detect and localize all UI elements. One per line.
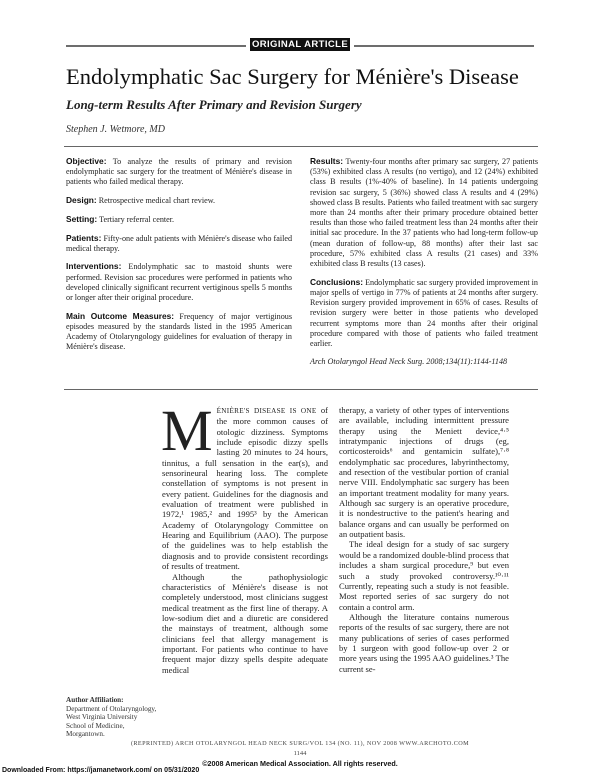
body-paragraph: Although the literature contains numerous reports of the results of sac surgery, there are not many publications of series of cases performed by 1 surgeon with good follow-up over 2 or more years using the 1995 AAO guidelines.³ The current se- (339, 611, 509, 674)
author-affiliation (66, 696, 158, 739)
drop-cap: M (161, 398, 213, 463)
body-column-1 (161, 398, 328, 675)
results-text: Twenty-four months after primary sac surgery, 27 patients (53%) exhibited class A results (no vertigo), and 12 (24%) exhibited class B results (1%-40% of baseline). In 14 patients undergoing revision sac surgery, 5 (36%) showed class A results and 4 (29%) showed class B results. Patients who failed treatment with sac surgery more than 24 months after their primary procedure obtained better results than those who failed treatment less than 24 months after their initial sac procedure. In the 37 patients who had long-term follow-up (mean duration of follow-up, 88 months) after their last sac procedure, 57% exhibited class A results (21 cases) and 33% exhibited class B results (13 cases). (310, 157, 539, 269)
abstract-setting (66, 214, 292, 225)
abstract-outcome (66, 311, 292, 353)
citation: Arch Otolaryngol Head Neck Surg. 2008;134(11):1144-1148 (310, 356, 508, 366)
article-type-label: ORIGINAL ARTICLE (251, 39, 349, 50)
article-title: Endolymphatic Sac Surgery for Ménière's Disease (66, 64, 519, 89)
author-name: Stephen J. Wetmore, MD (66, 124, 165, 135)
download-stamp: Downloaded From: https://jamanetwork.com/ on 05/31/2020 (2, 767, 200, 774)
body-paragraph: therapy, a variety of other types of interventions are available, including intermittent pressure therapy using the Meniett device,⁴·⁵ intratympanic injections of drugs (eg, corticosteroids⁶ and gentamicin sulfate),⁷·⁸ endolymphatic sac procedures, labyrinthectomy, and resection of the vestibular portion of cranial nerve VIII. Endolymphatic sac surgery has been an important treatment modality for many years. Although sac surgery is an operative procedure, it is nondestructive to the patient's hearing and balance organs and can usually be performed on an outpatient basis. (339, 405, 509, 540)
interventions-text: Endolymphatic sac to mastoid shunts were performed. Revision sac procedures were performed in patients who developed clinically significant recurrent vertiginous spells 5 months or longer after their original procedure. (66, 262, 292, 303)
conclusions-text: Endolymphatic sac surgery provided improvement in major spells of vertigo in 77% of patients at 24 months after surgery. Revision surgery provided improvement in 65% of cases. Results of revision surgery were better in those patients who developed recurrent symptoms more than 24 months after their original procedure compared with those of patients who failed treatment earlier. (310, 277, 538, 348)
copyright-notice: ©2008 American Medical Association. All rights reserved. (202, 759, 398, 768)
design-label: Design: (66, 195, 97, 206)
patients-text: Fifty-one adult patients with Ménière's disease who failed medical therapy. (66, 233, 293, 253)
conclusions-label: Conclusions: (310, 276, 364, 287)
abstract-patients (66, 233, 292, 254)
article-subtitle: Long-term Results After Primary and Revision Surgery (66, 97, 362, 112)
journal-footer: (REPRINTED) ARCH OTOLARYNGOL HEAD NECK SURG/VOL 134 (NO. 11), NOV 2008 WWW.ARCHOTO.COM (130, 740, 470, 747)
abstract-design (66, 195, 292, 206)
lead-small-caps: ÉNIÈRE'S DISEASE IS ONE (216, 407, 317, 415)
body-paragraph: The ideal design for a study of sac surgery would be a randomized double-blind process that includes a sham surgical procedure,⁹ but even such a study provoked controversy.¹⁰·¹¹ Currently, repeating such a study is not feasible. Most reported series of sac surgery do not contain a control arm. (339, 539, 509, 612)
objective-label: Objective: (66, 156, 107, 166)
interventions-label: Interventions: (66, 261, 122, 272)
abstract-results (310, 156, 538, 269)
abstract-interventions (66, 261, 292, 303)
abstract-left-column (66, 156, 292, 360)
outcome-text: Frequency of major vertiginous episodes measured by the standards listed in the 1995 American Academy of Otolaryngology guidelines for evaluation of therapy in Ménière's disease. (66, 311, 293, 352)
body-paragraph: Although the pathophysiologic characteristics of Ménière's disease is not completely understood, most clinicians suggest medical treatment as the first line of therapy. A low-sodium diet and a diuretic are considered the mainstays of treatment, although some clinicians feel that allergy management is important. For patients who continue to have frequent major dizzy spells despite adequate medical (162, 571, 328, 675)
abstract-conclusions (310, 277, 538, 349)
design-text: Retrospective medical chart review. (98, 196, 216, 206)
objective-text: To analyze the results of primary and revision endolymphatic sac surgery for the treatment of Ménière's disease in patients who failed medical therapy. (66, 157, 292, 187)
patients-label: Patients: (66, 232, 102, 243)
page-number: 1144 (293, 750, 307, 757)
outcome-label: Main Outcome Measures: (66, 310, 175, 321)
affiliation-text: Department of Otolaryngology, West Virginia University School of Medicine, Morgantown. (66, 704, 157, 739)
body-column-2 (339, 405, 509, 674)
abstract-box (64, 146, 538, 390)
affiliation-label: Author Affiliation: (66, 696, 124, 704)
article-type-badge (246, 37, 354, 53)
setting-label: Setting: (66, 213, 98, 224)
abstract-objective (66, 156, 292, 188)
abstract-right-column (310, 156, 538, 367)
results-label: Results: (310, 156, 344, 166)
body-text: of the more common causes of otologic dizziness. Symptoms include episodic dizzy spells lasting 20 minutes to 24 hours, tinnitus, a full sensation in the ear(s), and sensorineural hearing loss. The complete constellation of symptoms is not present in every patient. Guidelines for the diagnosis and evaluation of treatment were published in 1972,¹ 1985,² and 1995³ by the American Academy of Otolaryngology Committee on Hearing and Equilibrium (AAO). The purpose of the guidelines was to help establish the diagnosis and to provide consistent recordings of results of treatment. (162, 405, 328, 572)
setting-text: Tertiary referral center. (99, 214, 175, 224)
body-paragraph (161, 398, 328, 572)
